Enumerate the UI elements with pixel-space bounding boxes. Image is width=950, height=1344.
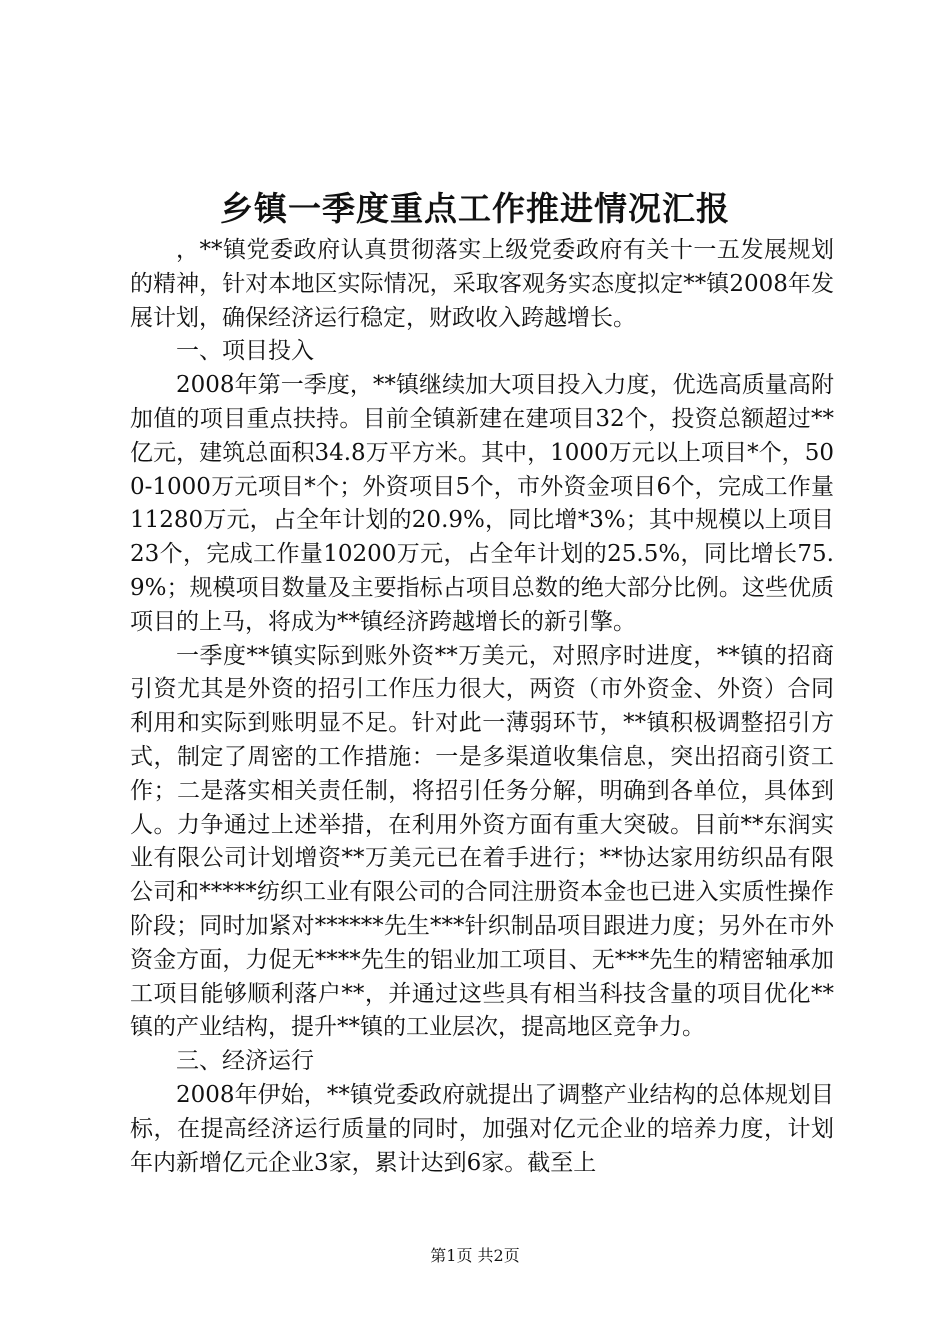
foreign-investment-paragraph: 一季度**镇实际到账外资**万美元，对照序时进度，**镇的招商引资尤其是外资的招引工作压力很大，两资（市外资金、外资）合同利用和实际到账明显不足。针对此一薄弱环节，**镇积极调整招引方式，制定了周密的工作措施：一是多渠道收集信息，突出招商引资工作；二是落实相关责任制，将招引任务分解，明确到各单位，具体到人。力争通过上述举措，在利用外资方面有重大突破。目前**东润实业有限公司计划增资**万美元已在着手进行；**协达家用纺织品有限公司和*****纺织工业有限公司的合同注册资本金也已进入实质性操作阶段；同时加紧对******先生***针织制品项目跟进力度；另外在市外资金方面，力促无****先生的铝业加工项目、无***先生的精密轴承加工项目能够顺利落户**，并通过这些具有相当科技含量的项目优化**镇的产业结构，提升**镇的工业层次，提高地区竞争力。 — [130, 642, 834, 1041]
section-heading-economic-operation: 三、经济运行 — [176, 1048, 314, 1075]
economic-operation-paragraph: 2008年伊始，**镇党委政府就提出了调整产业结构的总体规划目标，在提高经济运行质量的同时，加强对亿元企业的培养力度，计划年内新增亿元企业3家，累计达到6家。截至上 — [130, 1081, 834, 1176]
page-number-footer: 第1页 共2页 — [430, 1246, 520, 1265]
section-heading-project-investment: 一、项目投入 — [176, 338, 314, 365]
intro-paragraph: ，**镇党委政府认真贯彻落实上级党委政府有关十一五发展规划的精神，针对本地区实际情况，采取客观务实态度拟定**镇2008年发展计划，确保经济运行稳定，财政收入跨越增长。 — [130, 237, 834, 331]
document-title: 乡镇一季度重点工作推进情况汇报 — [220, 189, 730, 228]
document-body — [130, 234, 834, 1180]
project-investment-paragraph: 2008年第一季度，**镇继续加大项目投入力度，优选高质量高附加值的项目重点扶持。目前全镇新建在建项目32个，投资总额超过**亿元，建筑总面积34.8万平方米。其中，1000万元以上项目*个，500-1000万元项目*个；外资项目5个，市外资金项目6个，完成工作量11280万元，占全年计划的20.9%，同比增*3%；其中规模以上项目23个，完成工作量10200万元，占全年计划的25.5%，同比增长75.9%；规模项目数量及主要指标占项目总数的绝大部分比例。这些优质项目的上马，将成为**镇经济跨越增长的新引擎。 — [130, 372, 834, 635]
